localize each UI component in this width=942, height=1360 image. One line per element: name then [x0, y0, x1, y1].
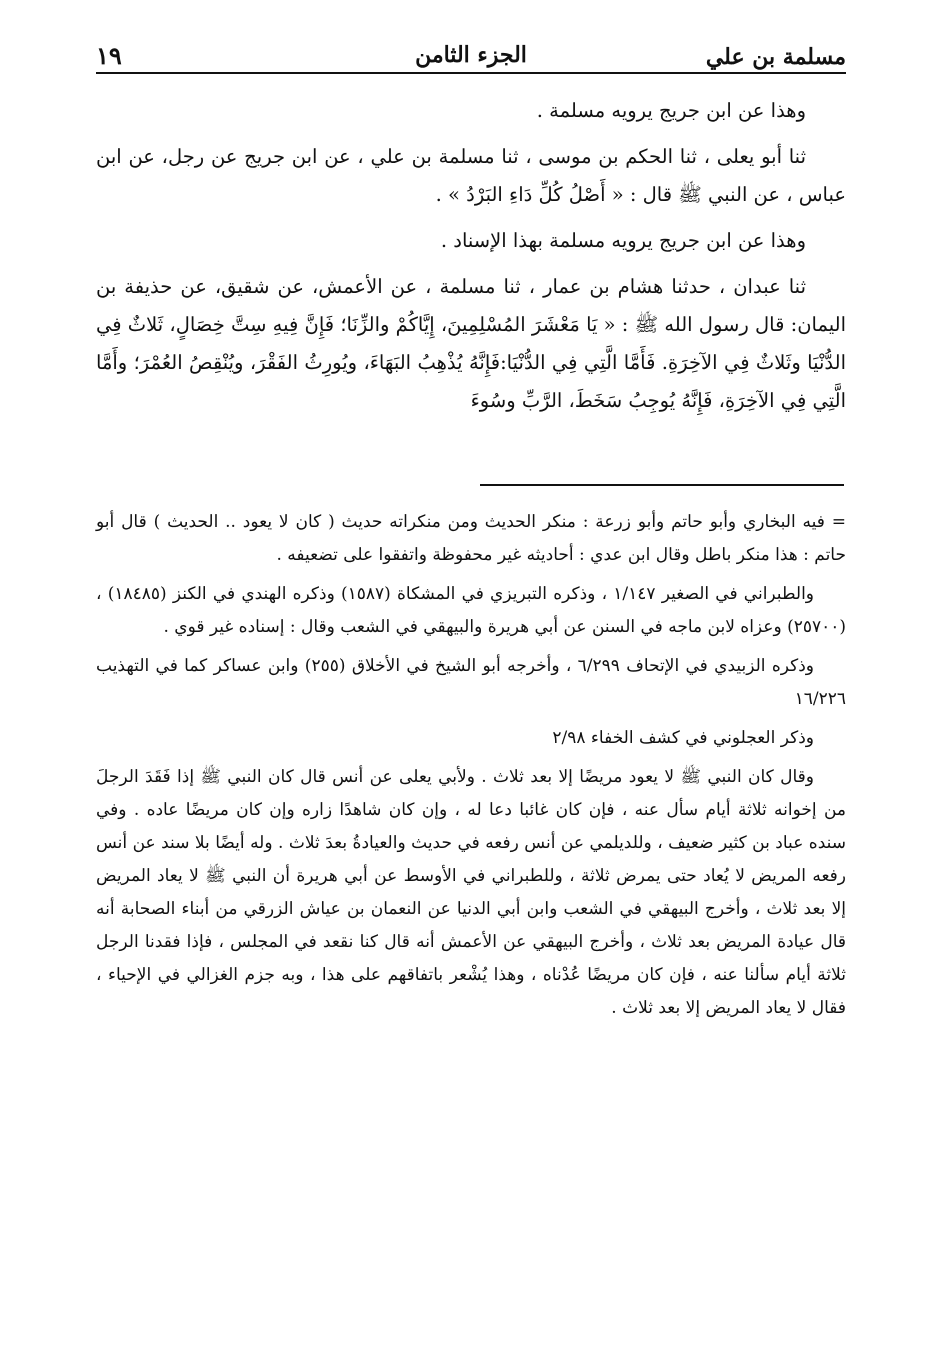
main-paragraph-2: ثنا أبو يعلى ، ثنا الحكم بن موسى ، ثنا مسلمة بن علي ، عن ابن جريج عن رجل، عن ابن عباس ، عن النبي ﷺ قال : « أَصْلُ كُلِّ دَاءِ البَرْدُ » .: [96, 145, 846, 206]
running-part-title: الجزء الثامن: [415, 42, 527, 68]
footnote-paragraph-2: والطبراني في الصغير ١/١٤٧ ، وذكره التبريزي في المشكاة (١٥٨٧) وذكره الهندي في الكنز (١٨٤٨٥) ، (٢٥٧٠٠) وعزاه لابن ماجه في السنن عن أبي هريرة والبيهقي في الشعب وقال : إسناده غير قوي .: [96, 584, 846, 637]
main-paragraph-4: ثنا عبدان ، حدثنا هشام بن عمار ، ثنا مسلمة ، عن الأعمش، عن شقيق، عن حذيفة بن اليمان: قال رسول الله ﷺ : « يَا مَعْشَرَ المُسْلِمِينَ، إِيَّاكُمْ والزِّنَا؛ فَإِنَّ فِيهِ سِتَّ خِصَالٍ، ثَلاثٌ فِي الدُّنْيَا وثَلاثٌ فِي الآخِرَةِ. فَأَمَّا الَّتِي فِي الدُّنْيَا:فَإِنَّهُ يُذْهِبُ البَهَاءَ، ويُورِثُ الفَقْرَ، ويُنْقِصُ العُمْرَ؛ وأَمَّا الَّتِي فِي الآخِرَةِ، فَإِنَّهُ يُوجِبُ سَخَطَ، الرَّبِّ وسُوءَ: [96, 275, 846, 412]
page-number: ١٩: [96, 41, 122, 70]
main-text: [96, 92, 846, 428]
footnote-paragraph-5: وقال كان النبي ﷺ لا يعود مريضًا إلا بعد ثلاث . ولأبي يعلى عن أنس قال كان النبي ﷺ إذا فَقَدَ الرجلَ من إخوانه ثلاثة أيام سأل عنه ، فإن كان غائبا دعا له ، وإن كان شاهدًا زاره وإن كان مريضًا عاده . وفي سنده عباد بن كثير ضعيف ، وللديلمي عن أنس رفعه في حديث والعيادةُ بعدَ ثلاث . وله أيضًا بلا سند عن أنس رفعه المريض لا يُعاد حتى يمرض ثلاثة ، وللطبراني في الأوسط عن أبي هريرة أن النبي ﷺ لا يعاد المريض إلا بعد ثلاث ، وأخرج البيهقي في الشعب وابن أبي الدنيا عن النعمان بن عياش الزرقي من أبناء الصحابة أنه قال عيادة المريض بعد ثلاث ، وأخرج البيهقي عن الأعمش أنه قال كنا نقعد في المجلس ، فإذا فقدنا الرجل ثلاثة أيام سألنا عنه ، فإن كان مريضًا عُدْناه ، وهذا يُشْعر باتفاقهم على هذا ، وبه جزم الغزالي في الإحياء ، فقال لا يعاد المريض إلا بعد ثلاث .: [96, 767, 847, 1018]
footnote-paragraph-3: وذكره الزبيدي في الإتحاف ٦/٢٩٩ ، وأخرجه أبو الشيخ في الأخلاق (٢٥٥) وابن عساكر كما في التهذيب ١٦/٢٢٦: [96, 656, 846, 709]
footnote-paragraph-1: = فيه البخاري وأبو حاتم وأبو زرعة : منكر الحديث ومن منكراته حديث ( كان لا يعود .. الحديث ) قال أبو حاتم : هذا منكر باطل وقال ابن عدي : أحاديثه غير محفوظة واتفقوا على تضعيفه .: [96, 512, 846, 565]
footnotes: [96, 506, 846, 1031]
page-header: [96, 30, 846, 74]
footnote-divider: [480, 484, 844, 486]
main-paragraph-3: وهذا عن ابن جريج يرويه مسلمة بهذا الإسناد .: [440, 229, 806, 252]
footnote-paragraph-4: وذكر العجلوني في كشف الخفاء ٢/٩٨: [552, 728, 814, 748]
main-paragraph-1: وهذا عن ابن جريج يرويه مسلمة .: [536, 99, 806, 122]
running-title: مسلمة بن علي: [705, 44, 846, 70]
